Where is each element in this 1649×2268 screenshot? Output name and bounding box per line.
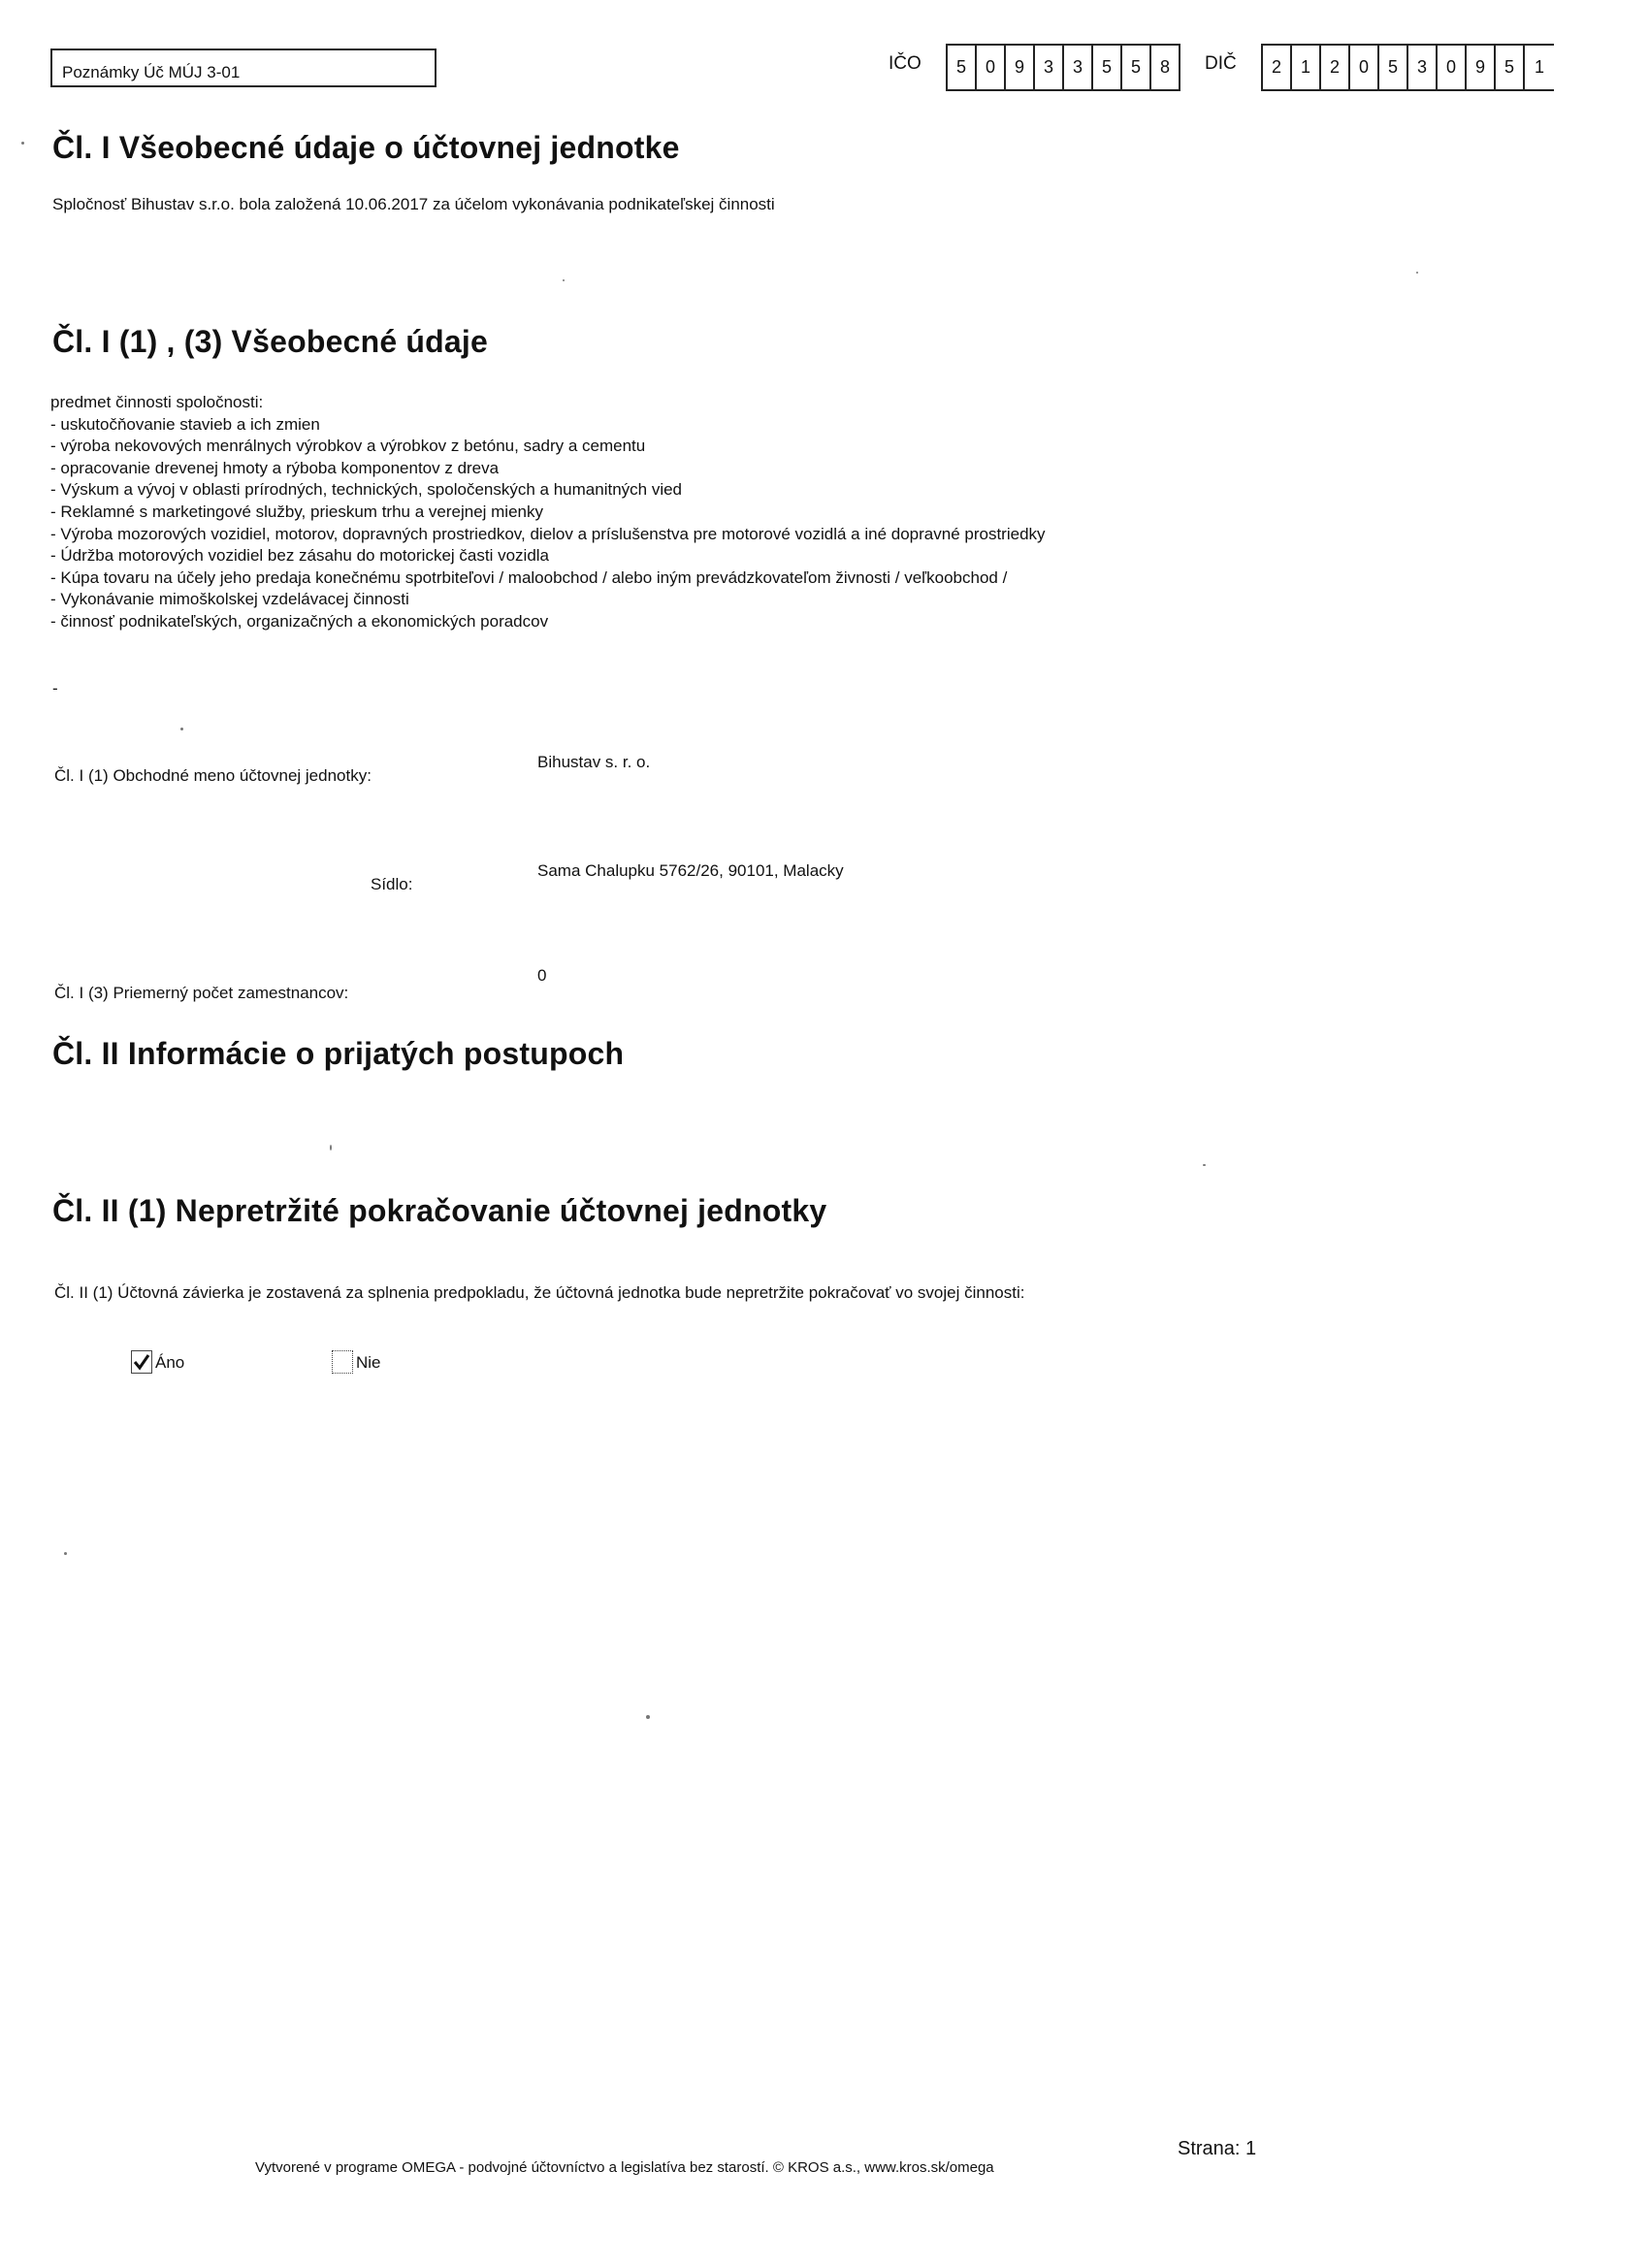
list-item: - Výroba mozorových vozidiel, motorov, dopravných prostriedkov, dielov a príslušenstva pre motorové vozidlá a iné dopravné prostriedky [50,524,1046,543]
dic-digit: 0 [1350,46,1379,89]
scan-speck [646,1715,650,1719]
ico-digit-boxes [946,44,1180,91]
list-item: - Údržba motorových vozidiel bez zásahu do motorickej časti vozidla [50,546,550,566]
footer-created-by: Vytvorené v programe OMEGA - podvojné účtovníctvo a legislatíva bez starostí. © KROS a.s., www.kros.sk/omega [255,2159,994,2176]
company-founding-text: Spločnosť Bihustav s.r.o. bola založená 10.06.2017 za účelom vykonávania podnikateľskej činnosti [52,195,775,213]
list-item: - Vykonávanie mimoškolskej vzdelávacej činnosti [50,590,409,609]
form-code-label: Poznámky Úč MÚJ 3-01 [62,63,241,81]
dic-digit: 0 [1438,46,1467,89]
scan-speck [563,279,565,281]
no-label: Nie [356,1352,381,1372]
dic-digit: 3 [1408,46,1438,89]
scan-speck [330,1145,332,1150]
ico-digit: 0 [977,46,1006,89]
scan-speck [1416,272,1418,274]
form-code-box [50,49,436,87]
section-heading-going-concern: Čl. II (1) Nepretržité pokračovanie účtovnej jednotky [52,1193,827,1228]
checkmark-icon [132,1351,151,1373]
list-item: - Výskum a vývoj v oblasti prírodných, technických, spoločenských a humanitných vied [50,480,683,500]
dic-digit: 1 [1534,57,1544,77]
scan-speck [180,728,183,730]
dic-digit: 5 [1379,46,1408,89]
section-heading-general-data: Čl. I (1) , (3) Všeobecné údaje [52,324,488,359]
no-checkbox[interactable] [332,1350,353,1374]
page-number: Strana: 1 [1178,2138,1257,2159]
ico-digit: 8 [1151,46,1180,89]
list-item: - Kúpa tovaru na účely jeho predaja konečnému spotrbiteľovi / maloobchod / alebo iným prevádzkovateľom živnosti / veľkoobchod / [50,567,1008,587]
ico-digit: 5 [948,46,977,89]
employees-label: Čl. I (3) Priemerný počet zamestnancov: [54,984,349,1002]
ico-digit: 9 [1006,46,1035,89]
option-no[interactable] [332,1350,381,1374]
section-heading-general-info: Čl. I Všeobecné údaje o účtovnej jednotke [52,130,680,165]
list-item: - opracovanie drevenej hmoty a rýboba komponentov z dreva [50,458,500,477]
dic-digit: 9 [1467,46,1496,89]
company-name-label: Čl. I (1) Obchodné meno účtovnej jednotky: [54,766,372,785]
dic-digit: 1 [1292,46,1321,89]
ico-digit: 5 [1122,46,1151,89]
list-item: - uskutočňovanie stavieb a ich zmien [50,414,320,434]
ico-digit: 3 [1035,46,1064,89]
ico-digit: 3 [1064,46,1093,89]
ico-digit: 5 [1093,46,1122,89]
going-concern-question: Čl. II (1) Účtovná závierka je zostavená za splnenia predpokladu, že účtovná jednotka bude nepretržite pokračovať vo svojej činnosti: [54,1283,1025,1302]
scan-speck [21,142,24,145]
yes-label: Áno [155,1352,185,1372]
seat-label: Sídlo: [371,875,413,893]
stray-dash: - [52,679,58,697]
dic-digit: 2 [1263,46,1292,89]
company-name-value: Bihustav s. r. o. [537,753,651,771]
dic-digit-boxes [1261,44,1554,91]
business-activities-list [50,392,1046,633]
dic-digit: 5 [1496,46,1525,89]
list-item: - činnosť podnikateľských, organizačných a ekonomických poradcov [50,611,549,631]
yes-checkbox[interactable] [131,1350,152,1374]
ico-label: IČO [889,53,922,74]
section-heading-procedures: Čl. II Informácie o prijatých postupoch [52,1036,625,1071]
dic-digit: 2 [1321,46,1350,89]
seat-value: Sama Chalupku 5762/26, 90101, Malacky [537,861,844,880]
scan-speck [64,1552,67,1555]
business-activities-intro: predmet činnosti spoločnosti: [50,393,264,411]
scan-speck [1203,1164,1206,1166]
option-yes[interactable] [131,1350,184,1374]
list-item: - výroba nekovových menrálnych výrobkov a výrobkov z betónu, sadry a cementu [50,437,646,456]
employees-value: 0 [537,966,547,985]
dic-label: DIČ [1205,53,1237,74]
list-item: - Reklamné s marketingové služby, prieskum trhu a verejnej mienky [50,502,543,521]
